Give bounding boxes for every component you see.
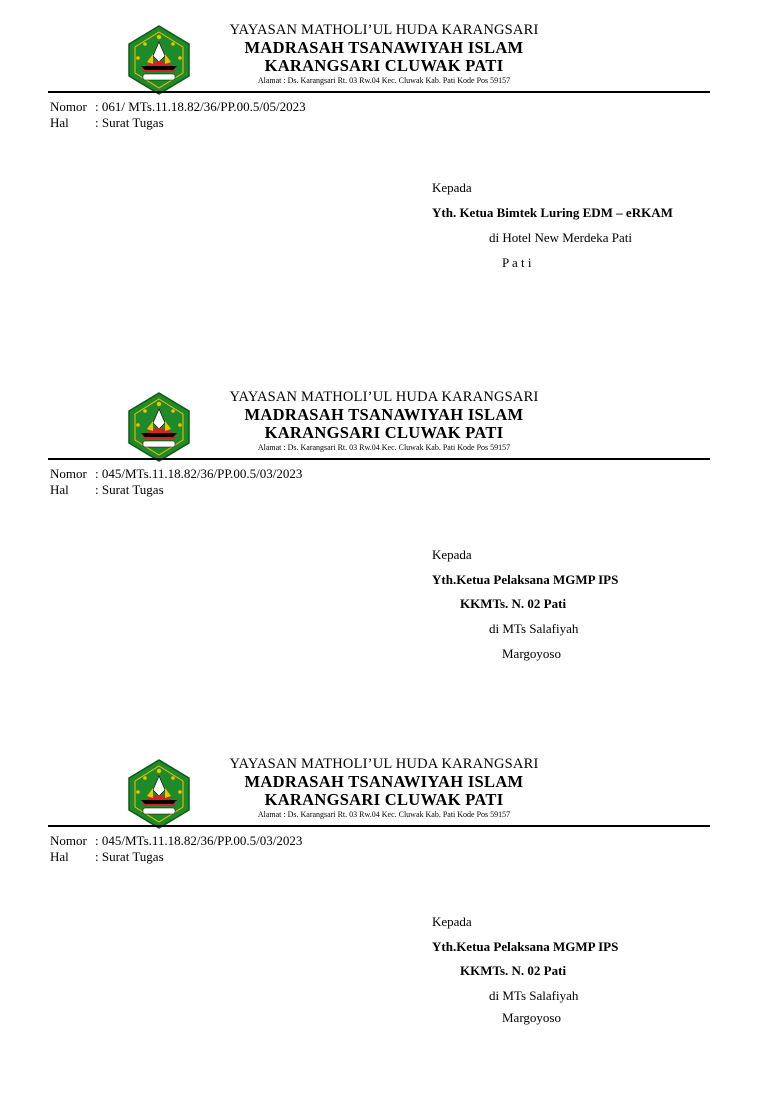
school-name: MADRASAH TSANAWIYAH ISLAM [244,38,524,57]
recipient-line: di MTs Salafiyah [489,621,579,636]
letter-2 [0,367,768,734]
school-address: Alamat : Ds. Karangsari Rt. 03 Rw.04 Kec. Cluwak Kab. Pati Kode Pos 59157 [257,810,511,819]
letter-3 [0,734,768,1101]
header-rule [48,458,710,460]
hal-label: Hal [50,482,69,497]
school-name: MADRASAH TSANAWIYAH ISLAM [244,772,524,791]
foundation-name: YAYASAN MATHOLI’UL HUDA KARANGSARI [229,756,539,772]
school-location: KARANGSARI CLUWAK PATI [264,790,504,809]
school-location: KARANGSARI CLUWAK PATI [264,423,504,442]
school-address: Alamat : Ds. Karangsari Rt. 03 Rw.04 Kec. Cluwak Kab. Pati Kode Pos 59157 [257,443,511,452]
school-address: Alamat : Ds. Karangsari Rt. 03 Rw.04 Kec. Cluwak Kab. Pati Kode Pos 59157 [257,76,511,85]
recipient-line: Yth.Ketua Pelaksana MGMP IPS [432,939,619,954]
nomor-value: : 045/MTs.11.18.82/36/PP.00.5/03/2023 [95,833,303,848]
letterhead [210,756,558,820]
nomor-label: Nomor [50,466,87,481]
recipient-line: Kepada [432,914,472,929]
recipient-line: KKMTs. N. 02 Pati [460,963,567,978]
recipient-line: Margoyoso [502,1010,561,1025]
header-rule [48,91,710,93]
recipient-line: P a t i [502,255,532,270]
school-location: KARANGSARI CLUWAK PATI [264,56,504,75]
hal-value: : Surat Tugas [95,482,164,497]
school-emblem-icon [123,24,195,96]
hal-label: Hal [50,849,69,864]
hal-label: Hal [50,115,69,130]
hal-value: : Surat Tugas [95,849,164,864]
school-name: MADRASAH TSANAWIYAH ISLAM [244,405,524,424]
recipient-line: Yth. Ketua Bimtek Luring EDM – eRKAM [432,205,673,220]
letterhead [210,22,558,86]
hal-value: : Surat Tugas [95,115,164,130]
recipient-line: di MTs Salafiyah [489,988,579,1003]
foundation-name: YAYASAN MATHOLI’UL HUDA KARANGSARI [229,389,539,405]
header-rule [48,825,710,827]
nomor-label: Nomor [50,99,87,114]
nomor-value: : 061/ MTs.11.18.82/36/PP.00.5/05/2023 [95,99,306,114]
school-emblem-icon [123,391,195,463]
nomor-label: Nomor [50,833,87,848]
letter-meta [50,833,302,865]
letter-1 [0,0,768,367]
school-emblem-icon [123,758,195,830]
recipient-line: KKMTs. N. 02 Pati [460,596,567,611]
recipient-line: Yth.Ketua Pelaksana MGMP IPS [432,572,619,587]
recipient-line: Margoyoso [502,646,561,661]
letterhead [210,389,558,453]
recipient-line: Kepada [432,547,472,562]
nomor-value: : 045/MTs.11.18.82/36/PP.00.5/03/2023 [95,466,303,481]
letter-meta [50,99,306,131]
letter-meta [50,466,302,498]
recipient-line: Kepada [432,180,472,195]
foundation-name: YAYASAN MATHOLI’UL HUDA KARANGSARI [229,22,539,38]
recipient-line: di Hotel New Merdeka Pati [489,230,632,245]
